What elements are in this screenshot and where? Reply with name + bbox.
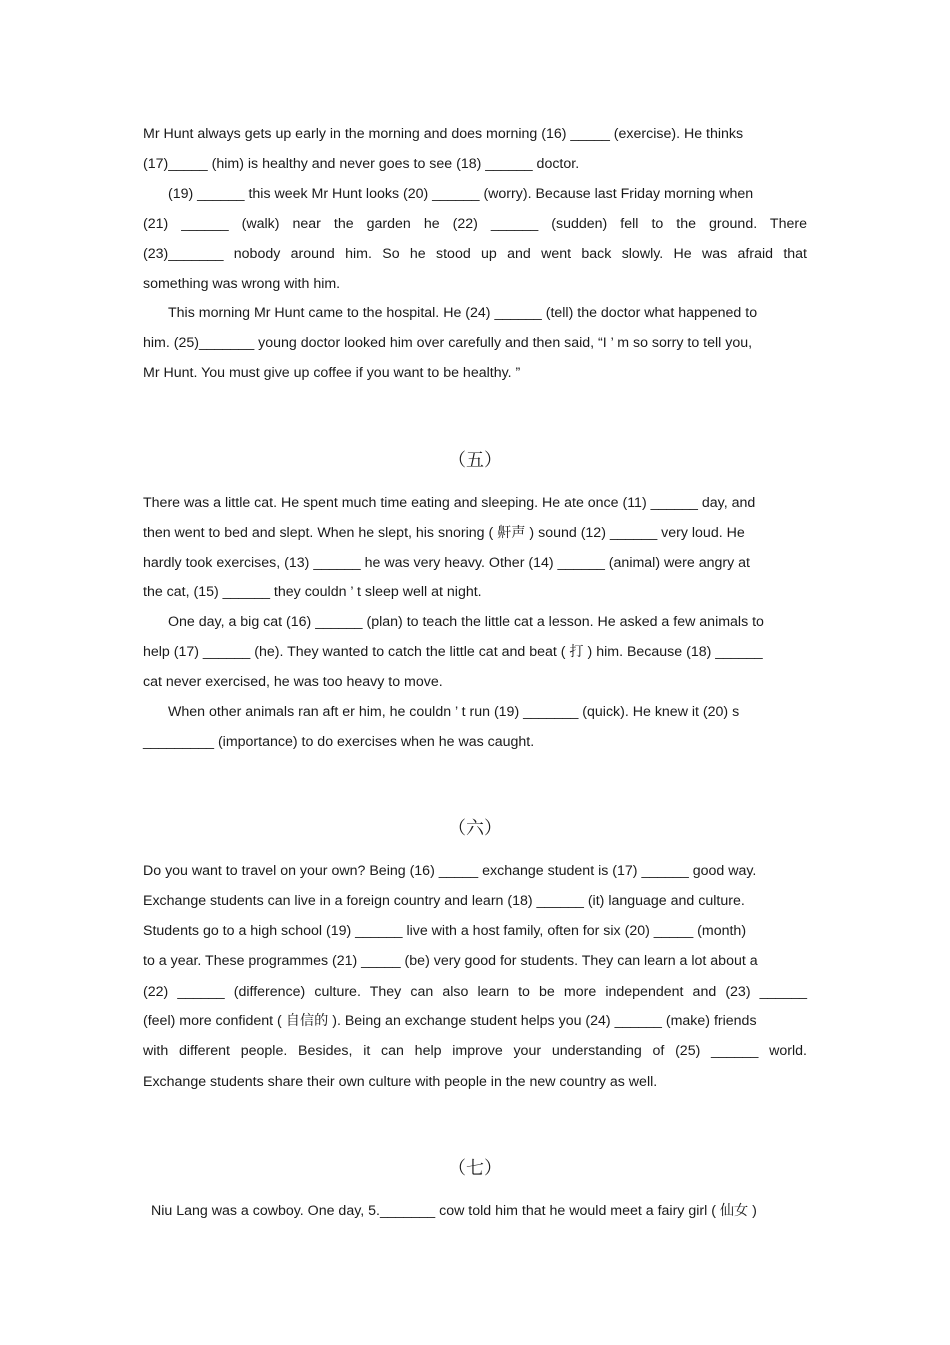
paragraph-line: Mr Hunt always gets up early in the morning and does morning (16) _____ (exercise). He thinks [143, 126, 744, 142]
paragraph-line: _________ (importance) to do exercises when he was caught. [143, 734, 535, 750]
paragraph-line: Mr Hunt. You must give up coffee if you want to be healthy. ” [143, 365, 521, 381]
paragraph-line: One day, a big cat (16) ______ (plan) to teach the little cat a lesson. He asked a few animals to [168, 614, 764, 630]
paragraph-line: something was wrong with him. [143, 276, 341, 292]
section-heading: （七） [448, 1158, 502, 1179]
paragraph-line: with different people. Besides, it can help improve your understanding of (25) ______ world. [143, 1043, 807, 1059]
paragraph-line: cat never exercised, he was too heavy to move. [143, 674, 443, 690]
paragraph-line: (17)_____ (him) is healthy and never goes to see (18) ______ doctor. [143, 156, 580, 172]
paragraph-line: There was a little cat. He spent much time eating and sleeping. He ate once (11) ______ day, and [143, 495, 756, 511]
paragraph-line: then went to bed and slept. When he slept, his snoring ( 鼾声 ) sound (12) ______ very loud. He [143, 525, 745, 541]
paragraph-line: Exchange students share their own culture with people in the new country as well. [143, 1074, 658, 1090]
paragraph-line: hardly took exercises, (13) ______ he was very heavy. Other (14) ______ (animal) were angry at [143, 555, 750, 571]
paragraph-line: him. (25)_______ young doctor looked him over carefully and then said, “I ’ m so sorry to tell you, [143, 335, 753, 351]
paragraph-line: Exchange students can live in a foreign country and learn (18) ______ (it) language and culture. [143, 893, 745, 909]
paragraph-line: (23)_______ nobody around him. So he stood up and went back slowly. He was afraid that [143, 246, 807, 262]
paragraph-line: the cat, (15) ______ they couldn ’ t sleep well at night. [143, 584, 482, 600]
paragraph-line: Niu Lang was a cowboy. One day, 5._______ cow told him that he would meet a fairy girl ( 仙女 ) [151, 1203, 757, 1219]
section-heading: （五） [448, 450, 502, 471]
paragraph-line: (21) ______ (walk) near the garden he (22) ______ (sudden) fell to the ground. There [143, 216, 807, 232]
section-heading: （六） [448, 818, 502, 839]
paragraph-line: When other animals ran aft er him, he couldn ’ t run (19) _______ (quick). He knew it (20) s [168, 704, 740, 720]
paragraph-line: to a year. These programmes (21) _____ (be) very good for students. They can learn a lot about a [143, 953, 758, 969]
paragraph-line: help (17) ______ (he). They wanted to catch the little cat and beat ( 打 ) him. Because (18) ______ [143, 644, 763, 660]
paragraph-line: This morning Mr Hunt came to the hospital. He (24) ______ (tell) the doctor what happened to [168, 305, 758, 321]
paragraph-line: (22) ______ (difference) culture. They can also learn to be more independent and (23) ______ [143, 984, 807, 1000]
paragraph-line: Do you want to travel on your own? Being (16) _____ exchange student is (17) ______ good way. [143, 863, 757, 879]
paragraph-line: (19) ______ this week Mr Hunt looks (20) ______ (worry). Because last Friday morning when [168, 186, 754, 202]
paragraph-line: Students go to a high school (19) ______ live with a host family, often for six (20) _____ (month) [143, 923, 747, 939]
paragraph-line: (feel) more confident ( 自信的 ). Being an exchange student helps you (24) ______ (make) friends [143, 1013, 757, 1029]
